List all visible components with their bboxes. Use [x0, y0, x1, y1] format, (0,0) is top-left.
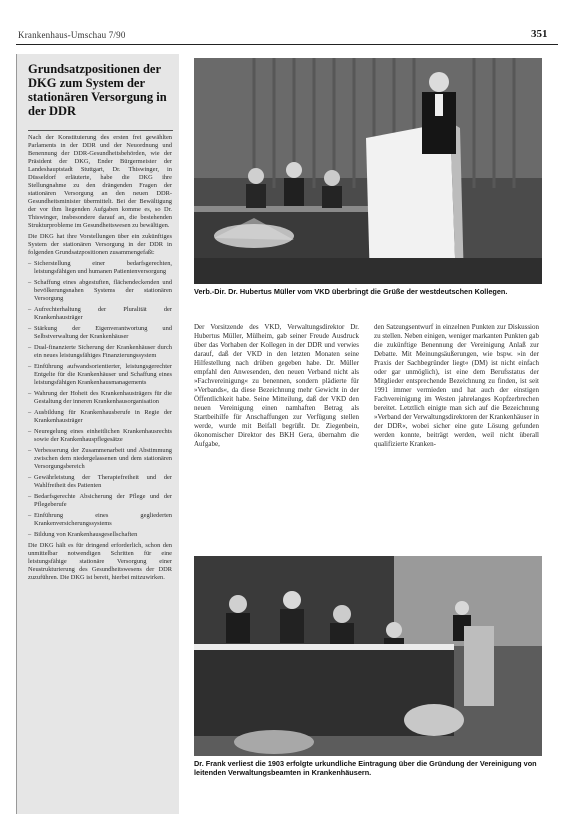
position-item: – Bildung von Krankenhausgesellschaften	[28, 531, 172, 539]
position-item: – Stärkung der Eigenverantwortung und Selbstverwaltung der Krankenhäuser	[28, 325, 172, 341]
journal-header: Krankenhaus-Umschau 7/90	[18, 30, 126, 40]
sidebar-closing: Die DKG hält es für dringend erforderlich, schon den unmittelbar notwendigen Schritten für eine leistungsfähige stationäre Versorgung einer Neustrukturierung des Gesundheitswesens der DDR zuzuführen. Die DKG ist bereit, hierbei mitzuwirken.	[28, 542, 172, 581]
sidebar-body	[28, 134, 172, 585]
position-item: – Bedarfsgerechte Absicherung der Pflege und der Pflegeberufe	[28, 493, 172, 509]
position-item: – Verbesserung der Zusammenarbeit und Abstimmung zwischen dem niedergelassenen und dem stationären Versorgungsbereich	[28, 447, 172, 471]
position-item: – Wahrung der Hoheit des Krankenhausträgers für die Gestaltung der inneren Krankenhausorganisation	[28, 390, 172, 406]
position-item: – Einführung aufwandsorientierter, leistungsgerechter Entgelte für die Krankenhäuser und Schaffung eines leistungsfähigen Krankenhausmanagements	[28, 363, 172, 387]
position-item: – Ausbildung für Krankenhausberufe in Regie der Krankenhausträger	[28, 409, 172, 425]
photo-bottom-caption: Dr. Frank verliest die 1903 erfolgte urkundliche Eintragung über die Gründung der Vereinigung von leitenden Verwaltungsbeamten in Krankenhäusern.	[194, 759, 537, 777]
position-item: – Neuregelung eines einheitlichen Krankenhausrechts sowie der Krankenhauspflegesätze	[28, 428, 172, 444]
article-column-2: den Satzungsentwurf in einzelnen Punkten zur Diskussion zu stellen. Neben einigen, weniger markanten Punkten gab die zukünftige Benennung der Vereinigung Anlaß zur Debatte. Mit Meinungsäußerungen, wie bspw. »in der Praxis der Sachbegründer liegt« (DM) ist nicht einfach oder gar unmöglich), ist eine dem Berufsstatus der Mitglieder entsprechende Bezeichnung zu finden, ist seit 1991 immer vermieden und hat auch der einstigen Fachvereinigung im Westen jahrelanges Kopfzerbrechen bereitet. Letztlich einigte man sich auf die Bezeichnung »Verband der Verwaltungsdirektoren der Krankenhäuser in der DDR«, wobei sicher eine gute Lösung gefunden werden konnte, beiträgt werden, weil nicht überall qualifizierte Kranken-	[374, 323, 539, 448]
sidebar-title-rule	[28, 130, 173, 131]
photo-speaker-illustration	[194, 58, 542, 284]
position-item: – Gewährleistung der Therapiefreiheit und der Wahlfreiheit des Patienten	[28, 474, 172, 490]
sidebar-intro: Nach der Konstituierung des ersten frei gewählten Parlaments in der DDR und der Neuordnung und Benennung der DDR-Gesundheitsbehörden, wie der Präsident der DKG, Ender Bürgermeister der Landeshauptstadt Stuttgart, Dr. Thiswinger, in Düsseldorf erläuterte, habe die DKG ihre Stellungnahme zu den drängenden Fragen der stationären Versorgung an den neuen DDR-Gesundheitsminister übermittelt. Bei der Bewältigung der vor ihm liegenden Aufgaben komme es, so Dr. Thiswinger, insbesondere darauf an, die bestehenden Strukturprobleme im Gesundheitswesen zu bewältigen.	[28, 134, 172, 229]
photo-presidium-table	[194, 556, 542, 756]
page-number: 351	[531, 28, 548, 40]
sidebar-lead: Die DKG hat ihre Vorstellungen über ein zukünftiges System der stationären Versorgung in der DDR in folgenden Grundsatzpositionen zusammengefaßt:	[28, 233, 172, 256]
sidebar-box	[16, 54, 179, 814]
sidebar-title: Grundsatzpositionen der DKG zum System der stationären Versorgung in der DDR	[28, 62, 167, 118]
header-rule	[16, 44, 558, 45]
position-item: – Schaffung eines abgestuften, flächendeckenden und bevölkerungsnahen Systems der stationären Versorgung	[28, 279, 172, 303]
photo-top-caption: Verb.-Dir. Dr. Hubertus Müller vom VKD überbringt die Grüße der westdeutschen Kollegen.	[194, 287, 508, 296]
position-item: – Aufrechterhaltung der Pluralität der Krankenhausträger	[28, 306, 172, 322]
photo-speaker-at-lectern	[194, 58, 542, 284]
position-item: – Dual-finanzierte Sicherung der Krankenhäuser durch ein neues leistungsfähiges Finanzierungssystem	[28, 344, 172, 360]
article-column-1: Der Vorsitzende des VKD, Verwaltungsdirektor Dr. Hubertus Müller, Mülheim, gab seiner Freude Ausdruck über das Vorhaben der Kollegen in der DDR und verwies darauf, daß der VKD in den letzten Monaten seine Hilfestellung nach drüben gegeben habe. Dr. Müller empfahl den Anwesenden, den neuen Verband nicht als »Fachvereinigung« zu benennen, sondern plädierte für »Verbands«, da diese Bezeichnung mehr Gewicht in der Öffentlichkeit habe. Seine Mitteilung, daß der VKD den neuen Vereinigung einen namhaften Betrag als Startbeihilfe für Anschaffungen zur Verfügung stellen werde, wurde mit Beifall begrüßt. Dr. Ziegenbein, ökonomischer Direktor des BKH Gera, übernahm die Aufgabe,	[194, 323, 359, 448]
positions-list	[28, 260, 172, 539]
position-item: – Einführung eines gegliederten Krankenversicherungssystems	[28, 512, 172, 528]
photo-presidium-illustration	[194, 556, 542, 756]
position-item: – Sicherstellung einer bedarfsgerechten, leistungsfähigen und humanen Patientenversorgung	[28, 260, 172, 276]
